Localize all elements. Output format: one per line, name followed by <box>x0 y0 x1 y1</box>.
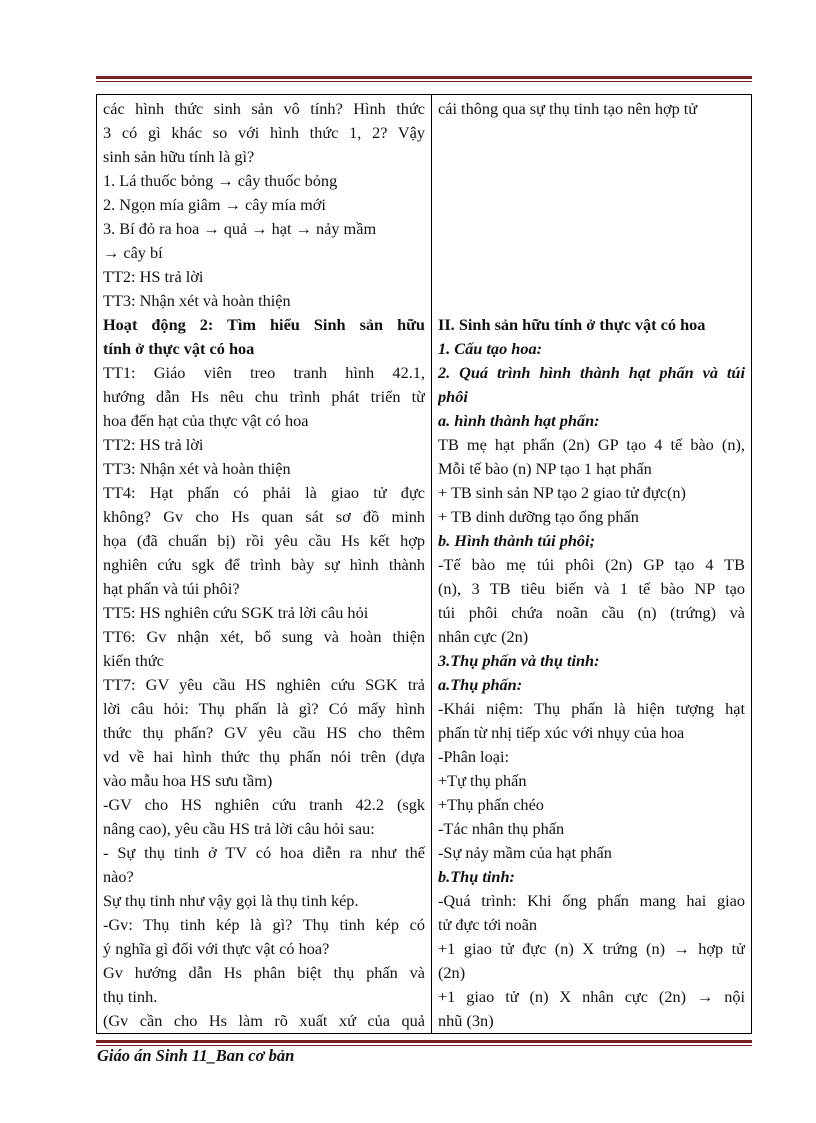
right-text-line: +1 giao tử đực (n) X trứng (n) → hợp tử <box>438 939 745 958</box>
right-text-line: nhân cực (2n) <box>438 627 529 646</box>
left-text-line: -GV cho HS nghiên cứu tranh 42.2 (sgk <box>103 795 425 814</box>
header-rule <box>96 76 752 82</box>
left-column <box>97 95 432 1034</box>
right-text-line: cái thông qua sự thụ tinh tạo nên hợp tử <box>438 99 698 118</box>
left-text-line: TT6: Gv nhận xét, bổ sung và hoàn thiện <box>103 627 425 646</box>
left-text-line: hướng dẫn Hs nêu chu trình phát triển từ <box>103 387 425 406</box>
right-text-line: -Sự nảy mầm của hạt phấn <box>438 843 612 862</box>
activity-2-title: tính ở thực vật có hoa <box>103 339 255 358</box>
left-text-line: thụ tinh. <box>103 987 158 1006</box>
right-text-line: TB mẹ hạt phấn (2n) GP tạo 4 tế bào (n), <box>438 435 745 454</box>
spacer <box>438 169 745 193</box>
left-text-line: (Gv cần cho Hs làm rõ xuất xứ của quả <box>103 1011 425 1030</box>
left-text-line: nâng cao), yêu cầu HS trả lời câu hỏi sau: <box>103 819 375 838</box>
right-text-line: (2n) <box>438 963 466 982</box>
right-text-line: Mỗi tế bào (n) NP tạo 1 hạt phấn <box>438 459 652 478</box>
left-text-line: TT2: HS trả lời <box>103 435 204 454</box>
left-text-line: lời câu hỏi: Thụ phấn là gì? Có mấy hình <box>103 699 425 718</box>
right-text-line: tử đực tới noãn <box>438 915 538 934</box>
left-text-line: 3. Bí đỏ ra hoa → quả → hạt → nảy mầm <box>103 219 377 238</box>
subheading: 3.Thụ phấn và thụ tinh: <box>438 651 600 670</box>
spacer <box>438 193 745 217</box>
left-text-line: họa (đã chuẩn bị) rồi yêu cầu Hs kết hợp <box>103 531 425 550</box>
subheading: 2. Quá trình hình thành hạt phấn và túi <box>438 363 745 382</box>
left-text-line: vd về hai hình thức thụ phấn nói trên (dựa <box>103 747 425 766</box>
right-text-line: + TB dinh dưỡng tạo ống phấn <box>438 507 639 526</box>
left-text-line: TT2: HS trả lời <box>103 267 204 286</box>
left-text-line: không? Gv cho Hs quan sát sơ đồ minh <box>103 507 425 526</box>
subheading: phôi <box>438 387 468 406</box>
left-text-line: TT4: Hạt phấn có phải là giao tử đực <box>103 483 425 502</box>
lesson-row <box>97 95 752 1034</box>
left-text-line: 2. Ngọn mía giâm → cây mía mới <box>103 195 326 214</box>
right-text-line: -Tác nhân thụ phấn <box>438 819 565 838</box>
right-text-line: +Thụ phấn chéo <box>438 795 544 814</box>
spacer <box>438 121 745 145</box>
right-column <box>432 95 752 1034</box>
right-text-line: -Tế bào mẹ túi phôi (2n) GP tạo 4 TB <box>438 555 745 574</box>
left-text-line: 1. Lá thuốc bỏng → cây thuốc bỏng <box>103 171 338 190</box>
spacer <box>438 145 745 169</box>
left-text-line: vào mẫu hoa HS sưu tầm) <box>103 771 273 790</box>
left-text-line: hạt phấn và túi phôi? <box>103 579 240 598</box>
subheading: 1. Cấu tạo hoa: <box>438 339 543 358</box>
left-text-line: hoa đến hạt của thực vật có hoa <box>103 411 309 430</box>
left-text-line: kiến thức <box>103 651 164 670</box>
lesson-table <box>96 94 752 1034</box>
footer-title: Giáo án Sinh 11_Ban cơ bản <box>97 1046 295 1065</box>
subheading: b. Hình thành túi phôi; <box>438 531 596 550</box>
right-text-line: +1 giao tử (n) X nhân cực (2n) → nội <box>438 987 745 1006</box>
left-text-line: Sự thụ tinh như vậy gọi là thụ tinh kép. <box>103 891 359 910</box>
left-text-line: TT1: Giáo viên treo tranh hình 42.1, <box>103 363 425 382</box>
right-text-line: -Phân loại: <box>438 747 509 766</box>
left-text-line: - Sự thụ tinh ở TV có hoa diễn ra như thế <box>103 843 425 862</box>
spacer <box>438 265 745 289</box>
left-text-line: -Gv: Thụ tinh kép là gì? Thụ tinh kép có <box>103 915 425 934</box>
right-text-line: phấn từ nhị tiếp xúc với nhụy của hoa <box>438 723 685 742</box>
subheading: a.Thụ phấn: <box>438 675 523 694</box>
right-text-line: -Khái niệm: Thụ phấn là hiện tượng hạt <box>438 699 745 718</box>
right-text-line: + TB sinh sản NP tạo 2 giao tử đực(n) <box>438 483 686 502</box>
right-text-line: (n), 3 TB tiêu biến và 1 tế bào NP tạo <box>438 579 745 598</box>
left-text-line: nào? <box>103 867 134 886</box>
right-text-line: -Quá trình: Khi ống phấn mang hai giao <box>438 891 745 910</box>
left-text-line: TT3: Nhận xét và hoàn thiện <box>103 291 291 310</box>
subheading: a. hình thành hạt phấn: <box>438 411 600 430</box>
right-text-line: +Tự thụ phấn <box>438 771 527 790</box>
section-title: II. Sinh sản hữu tính ở thực vật có hoa <box>438 315 706 334</box>
left-text-line: thức thụ phấn? GV yêu cầu HS cho thêm <box>103 723 425 742</box>
left-text-line: nghiên cứu sgk để trình bày sự hình thành <box>103 555 425 574</box>
left-text-line: sinh sản hữu tính là gì? <box>103 147 255 166</box>
activity-2-title: Hoạt động 2: Tìm hiểu Sinh sản hữu <box>103 315 425 334</box>
subheading: b.Thụ tinh: <box>438 867 515 886</box>
left-text-line: → cây bí <box>103 243 163 262</box>
left-text-line: 3 có gì khác so với hình thức 1, 2? Vậy <box>103 123 425 142</box>
left-text-line: ý nghĩa gì đối với thực vật có hoa? <box>103 939 330 958</box>
left-text-line: TT5: HS nghiên cứu SGK trả lời câu hỏi <box>103 603 369 622</box>
left-text-line: TT3: Nhận xét và hoàn thiện <box>103 459 291 478</box>
left-text-line: Gv hướng dẫn Hs phân biệt thụ phấn và <box>103 963 425 982</box>
spacer <box>438 217 745 241</box>
right-text-line: nhũ (3n) <box>438 1011 494 1030</box>
left-text-line: TT7: GV yêu cầu HS nghiên cứu SGK trả <box>103 675 425 694</box>
spacer <box>438 241 745 265</box>
spacer <box>438 289 745 313</box>
right-text-line: túi phôi chứa noãn cầu (n) (trứng) và <box>438 603 745 622</box>
left-text-line: các hình thức sinh sản vô tính? Hình thức <box>103 99 425 118</box>
